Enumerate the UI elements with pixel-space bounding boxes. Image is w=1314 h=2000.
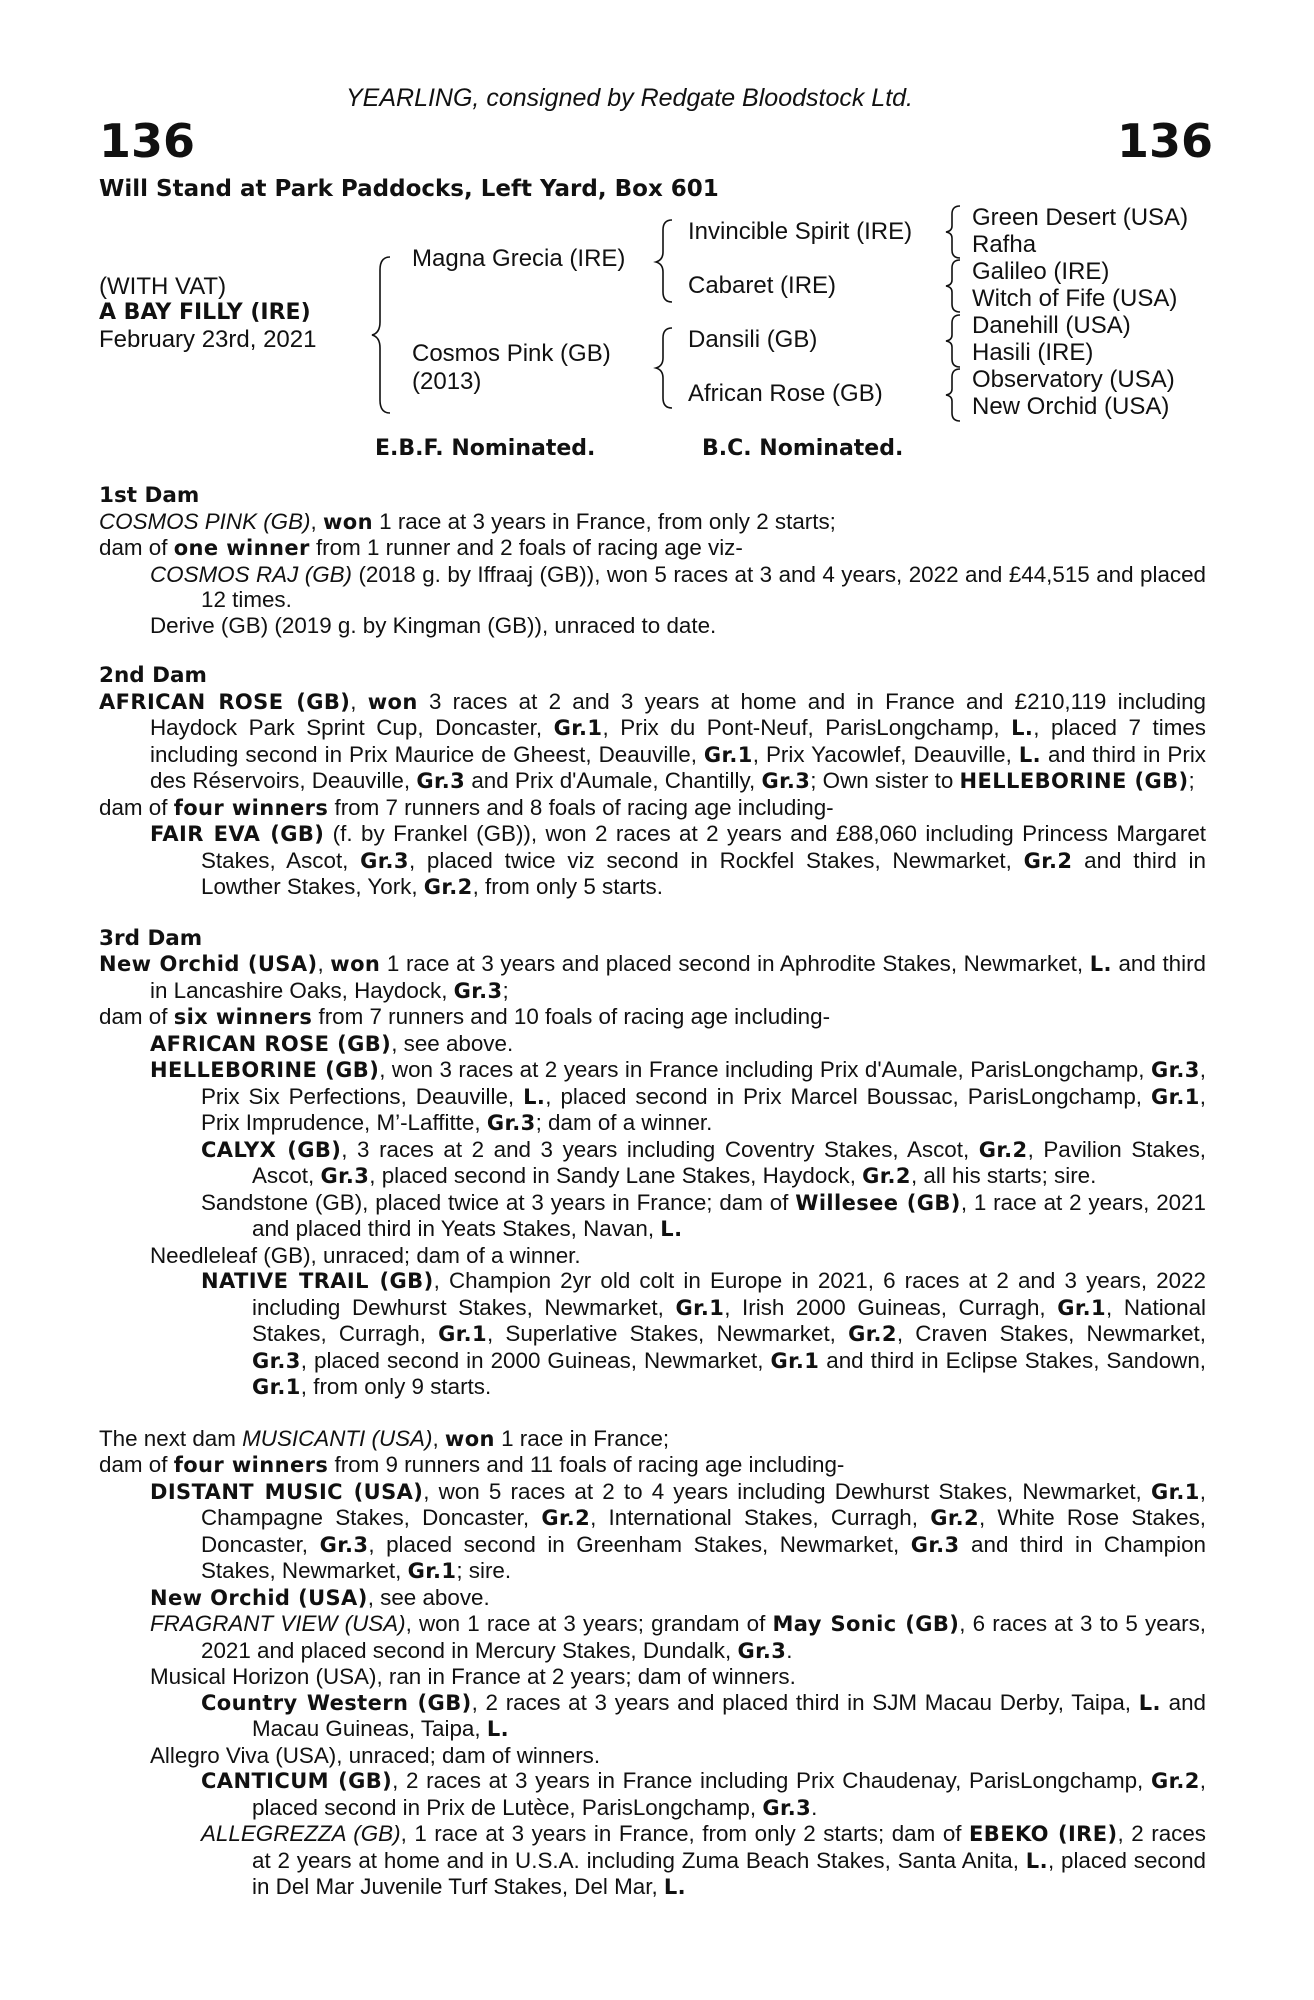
first-dam-heading: 1st Dam bbox=[99, 483, 200, 508]
dam-foaling-year: (2013) bbox=[412, 368, 482, 395]
grandchild-entry: Country Western (GB), 2 races at 3 years and placed third in SJM Macau Derby, Taipa, L. and Macau Guineas, Taipa, L. bbox=[201, 1689, 1206, 1741]
produce-entry: Musical Horizon (USA), ran in France at 2 years; dam of winners. bbox=[150, 1664, 796, 1689]
produce-entry: AFRICAN ROSE (GB), see above. bbox=[150, 1030, 514, 1056]
next-dam-record: The next dam MUSICANTI (USA), won 1 race in France; bbox=[99, 1425, 670, 1451]
produce-summary: dam of one winner from 1 runner and 2 foals of racing age viz- bbox=[99, 535, 743, 560]
dam: Cosmos Pink (GB) bbox=[412, 340, 611, 367]
lot-number-left: 136 bbox=[99, 114, 196, 168]
produce-entry: HELLEBORINE (GB), won 3 races at 2 years in France including Prix d'Aumale, ParisLongchamp, Gr.3, Prix Six Perfections, Deauville, L., placed second in Prix Marcel Boussac, ParisLongchamp, Gr.1, Prix Imprudence, M’-Laffitte, Gr.3; dam of a winner. bbox=[150, 1057, 1206, 1135]
produce-summary: dam of four winners from 7 runners and 8 foals of racing age including- bbox=[99, 794, 834, 820]
great-grandparent: Witch of Fife (USA) bbox=[972, 285, 1178, 312]
bc-nominated: B.C. Nominated. bbox=[702, 436, 904, 461]
vat-note: (WITH VAT) bbox=[99, 273, 227, 300]
horse-name: A BAY FILLY (IRE) bbox=[99, 300, 311, 325]
catalogue-header: YEARLING, consigned by Redgate Bloodstock Ltd. bbox=[346, 84, 913, 112]
produce-summary: dam of six winners from 7 runners and 10 foals of racing age including- bbox=[99, 1004, 831, 1029]
produce-entry: Derive (GB) (2019 g. by Kingman (GB)), unraced to date. bbox=[150, 612, 717, 638]
grandchild-entry: ALLEGREZZA (GB), 1 race at 3 years in France, from only 2 starts; dam of EBEKO (IRE), 2 races at 2 years at home and in U.S.A. including Zuma Beach Stakes, Santa Anita, L., placed second in Del Mar Juvenile Turf Stakes, Del Mar, L. bbox=[201, 1821, 1206, 1899]
second-dam-record: AFRICAN ROSE (GB), won 3 races at 2 and 3 years at home and in France and £210,119 including Haydock Park Sprint Cup, Doncaster, Gr.1, Prix du Pont-Neuf, ParisLongchamp, L., placed 7 times including second in Prix Maurice de Gheest, Deauville, Gr.1, Prix Yacowlef, Deauville, L. and third in Prix des Réservoirs, Deauville, Gr.3 and Prix d'Aumale, Chantilly, Gr.3; Own sister to HELLEBORINE (GB); bbox=[99, 688, 1206, 793]
great-grandparent: Hasili (IRE) bbox=[972, 339, 1094, 366]
dam-dam: African Rose (GB) bbox=[688, 380, 883, 407]
lot-number-right: 136 bbox=[1117, 114, 1214, 168]
great-grandparent: New Orchid (USA) bbox=[972, 393, 1170, 420]
great-grandparent: Green Desert (USA) bbox=[972, 204, 1189, 231]
great-grandparent: Observatory (USA) bbox=[972, 366, 1175, 393]
produce-entry: Allegro Viva (USA), unraced; dam of winners. bbox=[150, 1742, 601, 1768]
great-grandparent: Danehill (USA) bbox=[972, 312, 1131, 339]
sire-sire: Invincible Spirit (IRE) bbox=[688, 218, 913, 245]
produce-entry: FRAGRANT VIEW (USA), won 1 race at 3 years; grandam of May Sonic (GB), 6 races at 3 to 5 years, 2021 and placed second in Mercury Stakes, Dundalk, Gr.3. bbox=[150, 1611, 1207, 1663]
grandchild-entry: Sandstone (GB), placed twice at 3 years in France; dam of Willesee (GB), 1 race at 2 years, 2021 and placed third in Yeats Stakes, Navan, L. bbox=[201, 1189, 1207, 1241]
great-grandparent: Rafha bbox=[972, 231, 1037, 258]
grandchild-entry: NATIVE TRAIL (GB), Champion 2yr old colt in Europe in 2021, 6 races at 2 and 3 years, 2022 including Dewhurst Stakes, Newmarket, Gr.1, Irish 2000 Guineas, Curragh, Gr.1, National Stakes, Curragh, Gr.1, Superlative Stakes, Newmarket, Gr.2, Craven Stakes, Newmarket, Gr.3, placed second in 2000 Guineas, Newmarket, Gr.1 and third in Eclipse Stakes, Sandown, Gr.1, from only 9 starts. bbox=[201, 1268, 1207, 1399]
produce-entry: DISTANT MUSIC (USA), won 5 races at 2 to 4 years including Dewhurst Stakes, Newmarket, Gr.1, Champagne Stakes, Doncaster, Gr.2, International Stakes, Curragh, Gr.2, White Rose Stakes, Doncaster, Gr.3, placed second in Greenham Stakes, Newmarket, Gr.3 and third in Champion Stakes, Newmarket, Gr.1; sire. bbox=[150, 1478, 1206, 1583]
dam-name: COSMOS PINK (GB) bbox=[99, 508, 311, 534]
great-grandparent: Galileo (IRE) bbox=[972, 258, 1110, 285]
second-dam-heading: 2nd Dam bbox=[99, 663, 207, 688]
produce-summary: dam of four winners from 9 runners and 11 foals of racing age including- bbox=[99, 1452, 845, 1477]
sire: Magna Grecia (IRE) bbox=[412, 245, 626, 272]
grandchild-entry: CALYX (GB), 3 races at 2 and 3 years including Coventry Stakes, Ascot, Gr.2, Pavilion Stakes, Ascot, Gr.3, placed second in Sandy Lane Stakes, Haydock, Gr.2, all his starts; sire. bbox=[201, 1136, 1206, 1188]
produce-entry: Needleleaf (GB), unraced; dam of a winner. bbox=[150, 1242, 581, 1268]
sire-dam: Cabaret (IRE) bbox=[688, 272, 837, 299]
grandchild-entry: CANTICUM (GB), 2 races at 3 years in France including Prix Chaudenay, ParisLongchamp, Gr.2, placed second in Prix de Lutèce, ParisLongchamp, Gr.3. bbox=[201, 1768, 1206, 1820]
produce-entry: FAIR EVA (GB) (f. by Frankel (GB)), won 2 races at 2 years and £88,060 including Princess Margaret Stakes, Ascot, Gr.3, placed twice viz second in Rockfel Stakes, Newmarket, Gr.2 and third in Lowther Stakes, York, Gr.2, from only 5 starts. bbox=[150, 821, 1207, 899]
ebf-nominated: E.B.F. Nominated. bbox=[375, 436, 596, 461]
third-dam-heading: 3rd Dam bbox=[99, 925, 203, 951]
produce-record bbox=[99, 483, 1206, 1901]
foaling-date: February 23rd, 2021 bbox=[99, 326, 317, 353]
dam-sire: Dansili (GB) bbox=[688, 326, 818, 353]
produce-entry: New Orchid (USA), see above. bbox=[150, 1584, 490, 1610]
stand-location: Will Stand at Park Paddocks, Left Yard, Box 601 bbox=[99, 176, 719, 202]
produce-entry: COSMOS RAJ (GB) (2018 g. by Iffraaj (GB)), won 5 races at 3 and 4 years, 2022 and £44,515 and placed 12 times. bbox=[150, 561, 1207, 612]
first-dam-record: COSMOS PINK (GB), won 1 race at 3 years in France, from only 2 starts; bbox=[99, 508, 836, 534]
third-dam-record: New Orchid (USA), won 1 race at 3 years and placed second in Aphrodite Stakes, Newmarket, L. and third in Lancashire Oaks, Haydock, Gr.3; bbox=[99, 951, 1206, 1003]
